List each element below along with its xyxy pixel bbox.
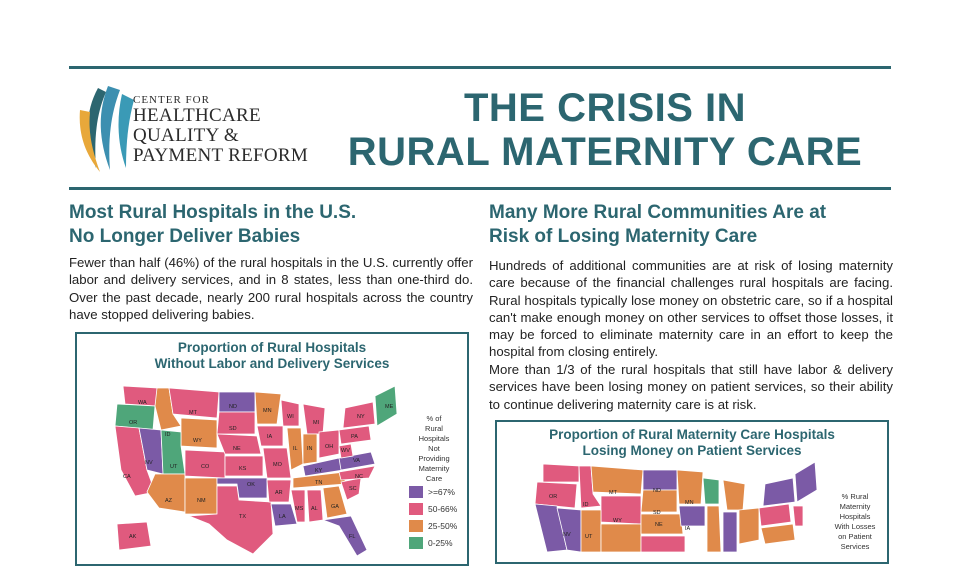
label-wa: WA (138, 400, 147, 406)
legend-swatch (409, 520, 423, 532)
logo-text (133, 94, 308, 166)
label-az: AZ (165, 498, 173, 504)
state-co (601, 524, 641, 552)
label-nv: NV (563, 532, 571, 538)
state-ut (581, 510, 601, 552)
legend-title-line: Not (428, 444, 440, 453)
label-id: ID (583, 502, 589, 508)
state-wa (543, 464, 579, 482)
state-ga (323, 486, 347, 518)
state-mn (677, 470, 703, 504)
legend-title-line: Services (840, 542, 870, 551)
label-me: ME (385, 404, 394, 410)
left-map-title-line-2: Without Labor and Delivery Services (154, 356, 390, 371)
logo-line-3: QUALITY & (133, 125, 239, 146)
label-nv: NV (145, 460, 153, 466)
label-la: LA (279, 514, 286, 520)
left-heading-line-2: No Longer Deliver Babies (69, 226, 301, 247)
state-md (761, 524, 795, 544)
state-fl (323, 516, 367, 556)
legend-title-line: Rural (425, 424, 443, 433)
label-tx: TX (239, 514, 247, 520)
right-body-1: Hundreds of additional communities are at risk of losing maternity care because of the financial challenges rural hospitals are facing. Rural hospitals typically lose money on obstetric care, so if a hospital can't make enough money on other services to offset those losses, it may be forced to eliminate maternity care in an effort to keep the hospital from closing entirely. (489, 258, 893, 360)
legend-item-50 (409, 503, 457, 515)
legend-label: >=67% (428, 487, 455, 497)
title-line-1: THE CRISIS IN (463, 86, 747, 130)
label-nm: NM (197, 498, 206, 504)
state-oh (739, 508, 759, 544)
state-mi (303, 404, 325, 434)
label-ne: NE (655, 522, 663, 528)
label-mt: MT (189, 410, 197, 416)
label-in: IN (307, 446, 313, 452)
legend-title-line: Hospitals (418, 434, 450, 443)
legend-label: 50-66% (428, 504, 458, 514)
label-mt: MT (609, 490, 617, 496)
label-sd: SD (229, 426, 237, 432)
legend-title-line: Care (425, 474, 443, 483)
label-mi: MI (313, 420, 320, 426)
legend-title-line: on Patient (838, 532, 872, 541)
left-map-title (77, 340, 467, 372)
right-heading (489, 201, 889, 249)
left-legend-title (407, 414, 461, 484)
label-ny: NY (357, 414, 365, 420)
legend-item-67 (409, 486, 455, 498)
page-title (330, 86, 880, 174)
header-rule (69, 187, 891, 190)
state-ia (679, 506, 705, 526)
left-map-title-line-1: Proportion of Rural Hospitals (177, 340, 367, 355)
state-nm (185, 478, 217, 514)
label-wy: WY (193, 438, 202, 444)
legend-title-line: With Losses (834, 522, 876, 531)
state-mi (723, 480, 745, 510)
label-nd: ND (229, 404, 237, 410)
state-wi (281, 400, 299, 426)
right-legend-title (827, 492, 883, 552)
logo-mark-icon (76, 80, 136, 176)
left-map-figure (75, 332, 469, 566)
right-map-title-line-1: Proportion of Rural Maternity Care Hospitals (549, 427, 835, 442)
state-az (147, 474, 185, 512)
label-co: CO (201, 464, 210, 470)
state-in (723, 512, 737, 552)
label-or: OR (129, 420, 138, 426)
label-wi: WI (287, 414, 294, 420)
state-ks (641, 536, 685, 552)
label-ut: UT (170, 464, 178, 470)
right-map-title (497, 427, 887, 459)
label-pa: PA (351, 434, 358, 440)
label-ut: UT (585, 534, 593, 540)
label-ks: KS (239, 466, 247, 472)
label-ca: CA (123, 474, 131, 480)
label-tn: TN (315, 480, 323, 486)
label-ak: AK (129, 534, 137, 540)
title-line-2: RURAL MATERNITY CARE (347, 130, 863, 174)
label-sd: SD (653, 510, 661, 516)
legend-title-line: Providing (418, 454, 450, 463)
logo-line-4: PAYMENT REFORM (133, 145, 309, 166)
label-fl: FL (349, 534, 356, 540)
right-body-2: More than 1/3 of the rural hospitals that still have labor & delivery services have been losing money on patient services, so their ability to continue delivering maternity care is at risk. (489, 362, 893, 412)
legend-swatch (409, 503, 423, 515)
legend-swatch (409, 537, 423, 549)
state-pa (759, 504, 791, 526)
label-mo: MO (273, 462, 282, 468)
legend-item-25 (409, 520, 457, 532)
left-heading (69, 201, 459, 249)
label-ar: AR (275, 490, 283, 496)
label-al: AL (311, 506, 318, 512)
left-body: Fewer than half (46%) of the rural hospitals in the U.S. currently offer labor and delivery services, and in 8 states, less than one-third do. Over the past decade, nearly 200 rural hospitals across the country have stopped delivering babies. (69, 255, 473, 322)
label-mn: MN (263, 408, 272, 414)
legend-title-line: Hospitals (839, 512, 871, 521)
label-ga: GA (331, 504, 339, 510)
legend-title-line: % of (426, 414, 442, 423)
logo-line-1: CENTER FOR (133, 94, 210, 106)
right-map-figure (495, 420, 889, 564)
label-il: IL (293, 446, 298, 452)
label-sc: SC (349, 486, 357, 492)
state-ny (763, 478, 795, 506)
logo-line-2: HEALTHCARE (133, 105, 261, 126)
state-nd (643, 470, 677, 490)
legend-title-line: % Rural (841, 492, 869, 501)
label-nd: ND (653, 488, 661, 494)
label-ia: IA (685, 526, 691, 532)
label-id: ID (165, 432, 171, 438)
legend-label: 25-50% (428, 521, 458, 531)
state-mt (591, 466, 643, 494)
label-ky: KY (315, 468, 323, 474)
label-ia: IA (267, 434, 273, 440)
right-map-title-line-2: Losing Money on Patient Services (582, 443, 802, 458)
legend-label: 0-25% (428, 538, 453, 548)
legend-item-0 (409, 537, 453, 549)
legend-swatch (409, 486, 423, 498)
state-nj (793, 506, 803, 526)
right-heading-line-1: Many More Rural Communities Are at (489, 202, 827, 223)
label-mn: MN (685, 500, 694, 506)
top-rule (69, 66, 891, 69)
right-heading-line-2: Risk of Losing Maternity Care (489, 226, 758, 247)
state-il (707, 506, 721, 552)
label-oh: OH (325, 444, 334, 450)
legend-title-line: Maternity (839, 502, 871, 511)
label-ne: NE (233, 446, 241, 452)
legend-title-line: Maternity (418, 464, 450, 473)
left-heading-line-1: Most Rural Hospitals in the U.S. (69, 202, 357, 223)
label-ok: OK (247, 482, 255, 488)
state-nd (219, 392, 255, 412)
label-or: OR (549, 494, 558, 500)
label-ms: MS (295, 506, 304, 512)
state-wi (703, 478, 719, 504)
state-ne-states (795, 462, 817, 502)
label-va: VA (353, 458, 360, 464)
label-nc: NC (355, 474, 363, 480)
label-wy: WY (613, 518, 622, 524)
label-wv: WV (341, 448, 350, 454)
